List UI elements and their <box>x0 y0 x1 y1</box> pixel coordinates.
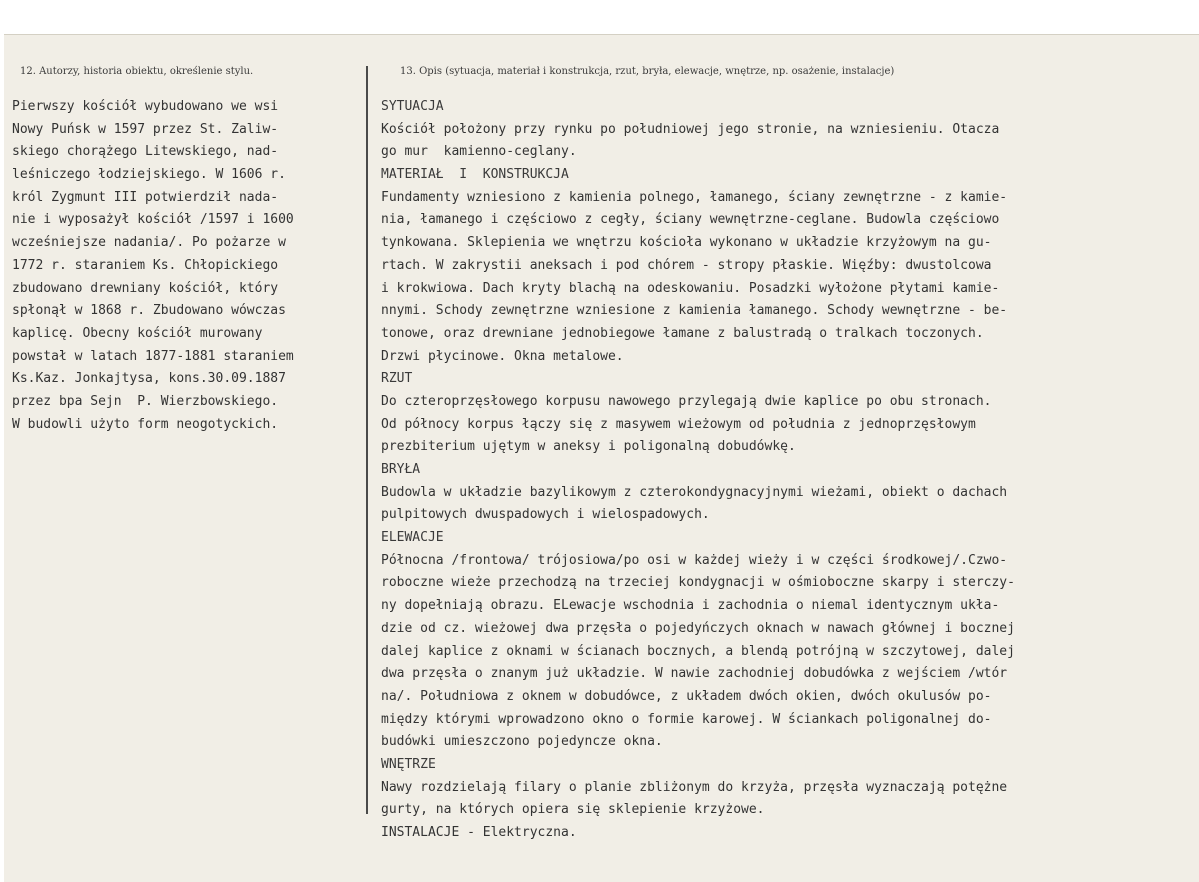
left-line: W budowli użyto form neogotyckich. <box>12 416 279 432</box>
left-line: skiego chorążego Litewskiego, nad- <box>12 144 279 160</box>
right-line: na/. Południowa z oknem w dobudówce, z układem dwóch okien, dwóch okulusów po- <box>381 688 992 704</box>
right-line: Fundamenty wzniesiono z kamienia polnego, łamanego, ściany zewnętrzne - z kamie- <box>381 189 1008 205</box>
right-line: Budowla w układzie bazylikowym z czterokondygnacyjnymi wieżami, obiekt o dachach <box>381 484 1008 500</box>
section-heading-elewacje: ELEWACJE <box>381 530 444 546</box>
right-line: go mur kamienno-ceglany. <box>381 144 577 160</box>
left-line: nie i wyposażył kościół /1597 i 1600 <box>12 212 294 228</box>
right-line: nnymi. Schody zewnętrzne wzniesione z kamienia łamanego. Schody wewnętrzne - be- <box>381 303 1008 319</box>
right-column-description <box>381 96 1193 845</box>
right-line: Nawy rozdzielają filary o planie zbliżonym do krzyża, przęsła wyznaczają potężne <box>381 779 1008 795</box>
left-line: zbudowano drewniany kościół, który <box>12 280 279 296</box>
right-line: Od północy korpus łączy się z masywem wieżowym od południa z jednoprzęsłowym <box>381 416 976 432</box>
right-line: i krokwiowa. Dach kryty blachą na odeskowaniu. Posadzki wyłożone płytami kamie- <box>381 280 1000 296</box>
right-line: dwa przęsła o znanym już układzie. W nawie zachodniej dobudówka z wejściem /wtór <box>381 666 1008 682</box>
right-line: prezbiterium ujętym w aneksy i poligonalną dobudówkę. <box>381 439 796 455</box>
scan-top-margin <box>0 0 1199 35</box>
right-line: gurty, na których opiera się sklepienie krzyżowe. <box>381 802 765 818</box>
left-line: Pierwszy kościół wybudowano we wsi <box>12 99 279 114</box>
header-left: 12. Autorzy, historia obiektu, określenie stylu. <box>20 66 254 77</box>
left-line: kaplicę. Obecny kościół murowany <box>12 325 263 341</box>
right-line-instalacje: INSTALACJE - Elektryczna. <box>381 825 577 840</box>
left-line: spłonął w 1868 r. Zbudowano wówczas <box>12 303 286 319</box>
left-line: leśniczego łodziejskiego. W 1606 r. <box>12 167 286 183</box>
section-heading-sytuacja: SYTUACJA <box>381 99 444 114</box>
right-line: rtach. W zakrystii aneksach i pod chórem - stropy płaskie. Więźby: dwustolcowa <box>381 257 992 273</box>
right-line: dalej kaplice z oknami w ścianach bocznych, a blendą potrójną w szczytowej, dalej <box>381 643 1015 659</box>
right-line: Drzwi płycinowe. Okna metalowe. <box>381 348 624 364</box>
section-heading-material: MATERIAŁ I KONSTRUKCJA <box>381 167 569 183</box>
right-line: ny dopełniają obrazu. ELewacje wschodnia i zachodnia o niemal identycznym ukła- <box>381 598 1000 614</box>
left-line: Ks.Kaz. Jonkajtysa, kons.30.09.1887 <box>12 371 286 387</box>
left-line: 1772 r. staraniem Ks. Chłopickiego <box>12 257 279 273</box>
right-line: tynkowana. Sklepienia we wnętrzu kościoła wykonano w układzie krzyżowym na gu- <box>381 235 992 251</box>
header-right: 13. Opis (sytuacja, materiał i konstrukcja, rzut, bryła, elewacje, wnętrze, np. osażenie, instalacje) <box>400 66 895 77</box>
scan-left-margin <box>0 0 4 882</box>
right-line: Północna /frontowa/ trójosiowa/po osi w każdej wieży i w części środkowej/.Czwo- <box>381 552 1008 568</box>
right-line: dzie od cz. wieżowej dwa przęsła o pojedyńczych oknach w nawach głównej i bocznej <box>381 620 1015 636</box>
section-heading-wnetrze: WNĘTRZE <box>381 756 436 772</box>
right-line: między którymi wprowadzono okno o formie karowej. W ściankach poligonalnej do- <box>381 711 992 727</box>
right-line: budówki umieszczono pojedyncze okna. <box>381 734 663 750</box>
right-line: nia, łamanego i częściowo z cegły, ściany wewnętrzne-ceglane. Budowla częściowo <box>381 212 1000 228</box>
left-line: król Zygmunt III potwierdził nada- <box>12 189 279 205</box>
left-line: wcześniejsze nadania/. Po pożarze w <box>12 235 286 251</box>
right-line: Do czteroprzęsłowego korpusu nawowego przylegają dwie kaplice po obu stronach. <box>381 393 992 409</box>
right-line: pulpitowych dwuspadowych i wielospadowych. <box>381 507 710 523</box>
right-line: Kościół położony przy rynku po południowej jego stronie, na wzniesieniu. Otacza <box>381 121 1000 137</box>
section-heading-bryla: BRYŁA <box>381 462 421 477</box>
right-line: roboczne wieże przechodzą na trzeciej kondygnacji w ośmioboczne skarpy i sterczy- <box>381 575 1015 591</box>
section-heading-rzut: RZUT <box>381 371 413 387</box>
left-line: Nowy Puńsk w 1597 przez St. Zaliw- <box>12 121 279 137</box>
left-column-history <box>12 96 374 436</box>
left-line: przez bpa Sejn P. Wierzbowskiego. <box>12 393 279 409</box>
right-line: tonowe, oraz drewniane jednobiegowe łamane z balustradą o tralkach toczonych. <box>381 325 984 341</box>
left-line: powstał w latach 1877-1881 staraniem <box>12 348 294 364</box>
